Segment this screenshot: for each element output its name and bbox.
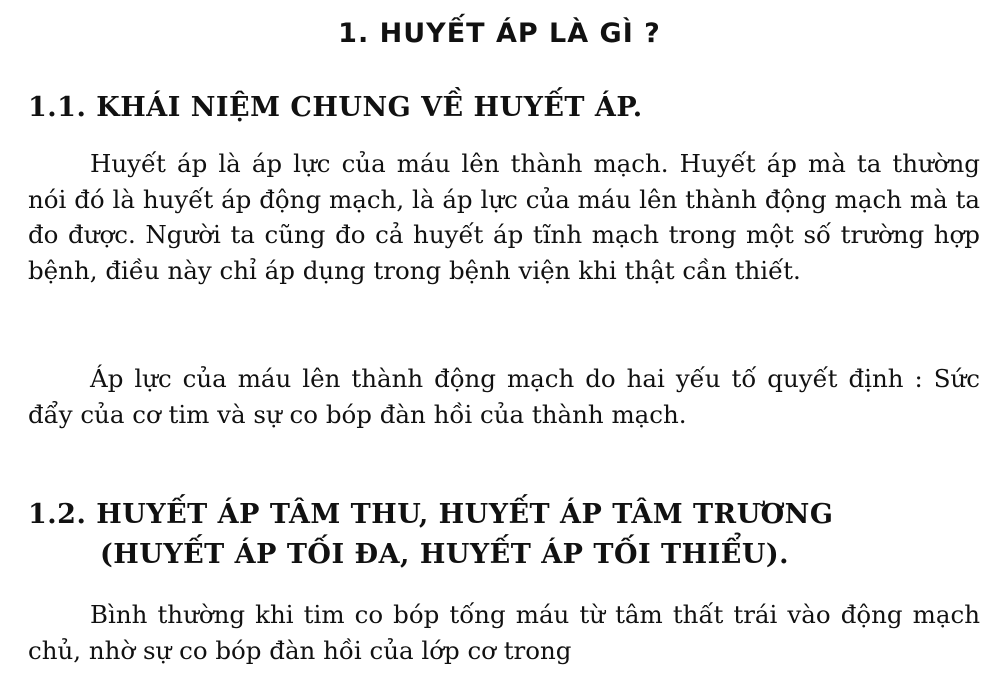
paragraph: Bình thường khi tim co bóp tống máu từ tâm thất trái vào động mạch chủ, nhờ sự co bóp đàn hồi của lớp cơ trong — [28, 600, 980, 665]
paragraph: Áp lực của máu lên thành động mạch do hai yếu tố quyết định : Sức đẩy của cơ tim và sự co bóp đàn hồi của thành mạch. — [28, 364, 980, 429]
chapter-title: 1. HUYẾT ÁP LÀ GÌ ? — [338, 18, 661, 49]
paragraph: Huyết áp là áp lực của máu lên thành mạch. Huyết áp mà ta thường nói đó là huyết áp động mạch, là áp lực của máu lên thành động mạch mà ta đo được. Người ta cũng đo cả huyết áp tĩnh mạch trong một số trường hợp bệnh, điều này chỉ áp dụng trong bệnh viện khi thật cần thiết. — [28, 149, 980, 285]
section-heading-1-2 — [28, 495, 833, 575]
section-heading-line-1: 1.2. HUYẾT ÁP TÂM THU, HUYẾT ÁP TÂM TRƯƠNG — [28, 499, 834, 530]
section-heading-1-1: 1.1. KHÁI NIỆM CHUNG VỀ HUYẾT ÁP. — [28, 92, 643, 123]
section-heading-line-2: (HUYẾT ÁP TỐI ĐA, HUYẾT ÁP TỐI THIỂU). — [100, 539, 790, 570]
